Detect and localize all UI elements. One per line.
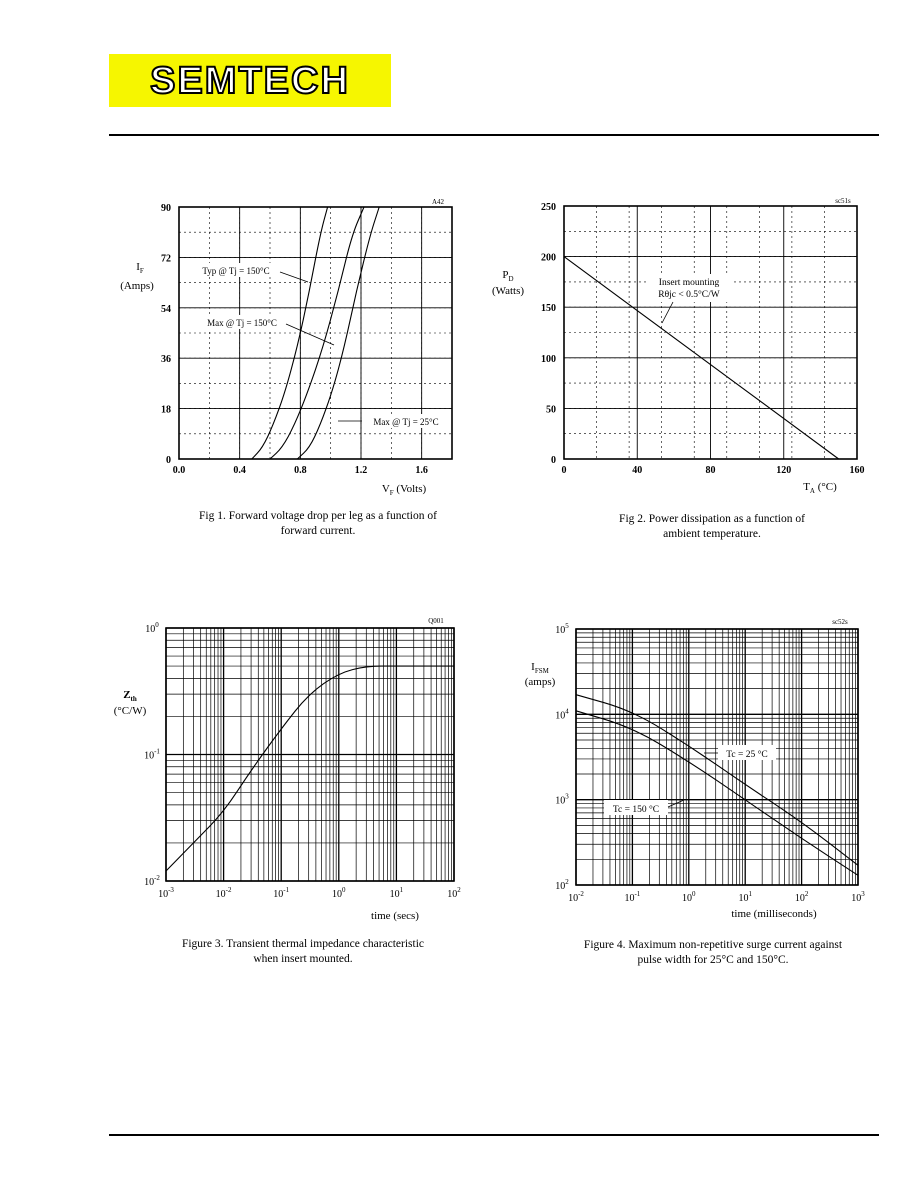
fig2-chart bbox=[470, 190, 880, 515]
y-tick-label: $10^5$ bbox=[555, 622, 569, 636]
x-tick-label: 0.0 bbox=[172, 465, 186, 476]
header-rule bbox=[109, 134, 879, 136]
x-tick-label: $10^2$ bbox=[447, 886, 461, 900]
x-tick-label: $10^0$ bbox=[682, 890, 696, 904]
fig2-svg bbox=[470, 190, 880, 510]
y-tick-label: 54 bbox=[161, 303, 171, 315]
fig4-annot-25: Tc = 25 °C bbox=[726, 750, 768, 760]
x-tick-label: 1.2 bbox=[354, 465, 368, 476]
footer-rule bbox=[109, 1134, 879, 1136]
x-tick-label: $10^{-3}$ bbox=[158, 886, 174, 900]
x-tick-label: 0.8 bbox=[294, 465, 307, 476]
fig4-svg bbox=[470, 610, 880, 925]
chart-code: A42 bbox=[431, 198, 445, 206]
fig3-caption-line2: when insert mounted. bbox=[253, 953, 353, 965]
fig2-annot-rth: Rθjc < 0.5°C/W bbox=[658, 290, 720, 300]
fig2-caption-line2: ambient temperature. bbox=[663, 528, 761, 540]
fig2-caption-line1: Fig 2. Power dissipation as a function of bbox=[619, 513, 805, 525]
fig4-series-0 bbox=[576, 711, 858, 876]
x-axis-label: time (milliseconds) bbox=[731, 908, 817, 920]
fig3-caption bbox=[133, 937, 473, 967]
fig2-leader bbox=[662, 302, 673, 323]
fig4-chart bbox=[470, 610, 880, 930]
y-tick-label: $10^2$ bbox=[555, 878, 569, 892]
y-axis-label: $I_F$ bbox=[136, 261, 144, 275]
chart-code: sc52s bbox=[832, 618, 848, 626]
x-tick-label: 1.6 bbox=[415, 465, 428, 476]
fig1-chart bbox=[100, 190, 480, 515]
fig2-caption bbox=[542, 512, 882, 542]
fig4-caption bbox=[543, 938, 883, 968]
x-tick-label: $10^{-2}$ bbox=[215, 886, 232, 900]
x-tick-label: $10^{-1}$ bbox=[273, 886, 290, 900]
y-tick-label: 150 bbox=[541, 303, 556, 315]
y-axis-unit: (amps) bbox=[524, 676, 556, 688]
x-tick-label: $10^0$ bbox=[332, 886, 346, 900]
x-tick-label: 40 bbox=[632, 465, 643, 476]
y-tick-label: $10^{-1}$ bbox=[144, 747, 160, 762]
fig1-annot-typ150: Typ @ Tj = 150°C bbox=[202, 266, 270, 276]
fig1-leader bbox=[280, 272, 308, 282]
y-axis-unit: (Watts) bbox=[491, 285, 525, 297]
fig3-series-0 bbox=[166, 666, 454, 871]
y-tick-label: $10^0$ bbox=[145, 621, 159, 635]
x-tick-label: $10^{-1}$ bbox=[624, 890, 641, 904]
x-tick-label: $10^3$ bbox=[851, 890, 865, 904]
x-tick-label: 120 bbox=[776, 465, 792, 476]
y-tick-label: 50 bbox=[546, 404, 556, 416]
y-tick-label: 100 bbox=[541, 353, 556, 365]
y-tick-label: 200 bbox=[541, 252, 556, 264]
y-tick-label: 18 bbox=[161, 404, 171, 416]
chart-code: Q001 bbox=[428, 617, 444, 625]
fig3-caption-line1: Figure 3. Transient thermal impedance characteristic bbox=[181, 938, 425, 950]
y-tick-label: 36 bbox=[161, 354, 171, 366]
y-tick-label: 0 bbox=[551, 455, 556, 466]
y-axis-label: $P_D$ bbox=[502, 269, 514, 283]
y-tick-label: $10^3$ bbox=[555, 792, 569, 807]
x-tick-label: $10^1$ bbox=[389, 886, 404, 900]
fig1-svg bbox=[100, 190, 480, 510]
y-tick-label: $10^4$ bbox=[555, 707, 569, 722]
fig1-annot-max25: Max @ Tj = 25°C bbox=[373, 417, 439, 427]
y-axis-unit: (°C/W) bbox=[113, 705, 147, 717]
semtech-logo bbox=[109, 54, 391, 107]
fig1-caption-line1: Fig 1. Forward voltage drop per leg as a function of bbox=[199, 510, 437, 522]
y-axis-label: $Z_{th}$ bbox=[123, 689, 137, 703]
brand-text: SEMTECH bbox=[150, 60, 350, 102]
y-axis-unit: (Amps) bbox=[120, 280, 154, 292]
fig4-caption-line2: pulse width for 25°C and 150°C. bbox=[637, 954, 789, 966]
x-axis-label: $T_A$ (°C) bbox=[803, 481, 837, 495]
x-tick-label: $10^1$ bbox=[738, 890, 752, 904]
x-tick-label: $10^{-2}$ bbox=[568, 890, 584, 904]
chart-code: sc51s bbox=[835, 197, 851, 205]
fig1-caption bbox=[148, 509, 488, 539]
y-tick-label: 0 bbox=[166, 455, 171, 466]
y-tick-label: 72 bbox=[161, 253, 171, 265]
x-axis-label: $V_F$ (Volts) bbox=[381, 483, 427, 497]
fig3-svg bbox=[100, 610, 480, 925]
fig4-caption-line1: Figure 4. Maximum non-repetitive surge current against bbox=[583, 939, 843, 951]
plot-frame bbox=[576, 629, 858, 885]
y-tick-label: $10^{-2}$ bbox=[144, 874, 160, 888]
x-tick-label: 80 bbox=[705, 465, 716, 476]
x-tick-label: 0 bbox=[561, 465, 567, 476]
fig1-annot-max150: Max @ Tj = 150°C bbox=[207, 318, 277, 328]
x-tick-label: 160 bbox=[849, 465, 865, 476]
x-axis-label: time (secs) bbox=[371, 910, 419, 922]
fig1-caption-line2: forward current. bbox=[280, 525, 356, 537]
y-tick-label: 250 bbox=[541, 202, 556, 213]
y-tick-label: 90 bbox=[161, 203, 171, 214]
fig3-chart bbox=[100, 610, 480, 930]
y-axis-label: $I_{FSM}$ bbox=[531, 661, 549, 675]
fig2-annot-insert: Insert mounting bbox=[658, 278, 720, 288]
x-tick-label: 0.4 bbox=[233, 465, 246, 476]
x-tick-label: $10^2$ bbox=[794, 890, 809, 904]
fig4-annot-150: Tc = 150 °C bbox=[612, 805, 660, 815]
